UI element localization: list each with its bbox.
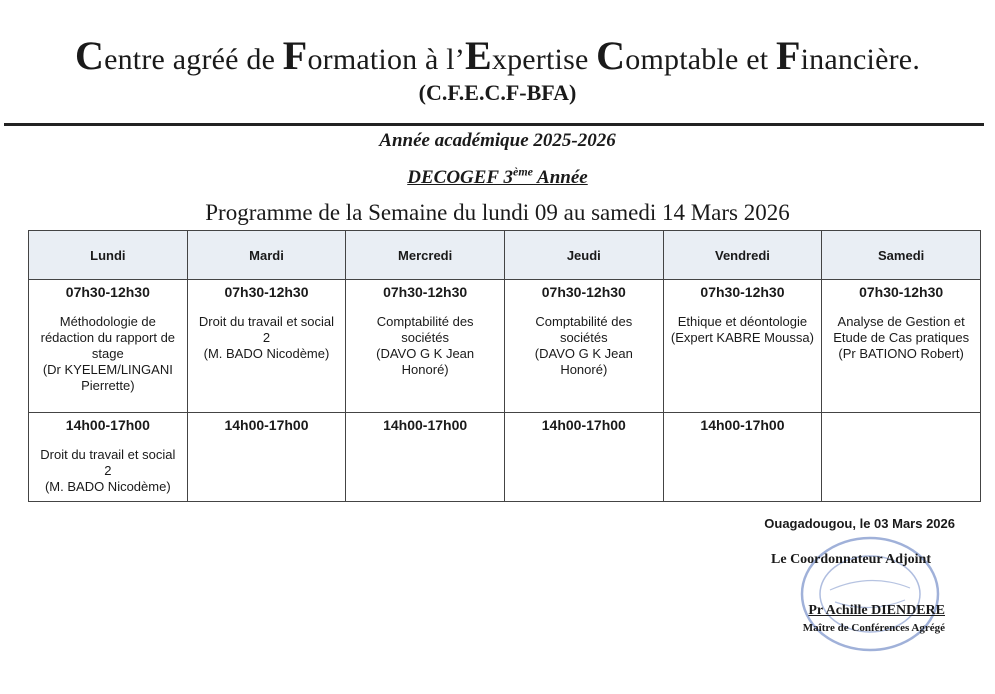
time-slot: 07h30-12h30 — [224, 284, 309, 300]
instructor: (Dr KYELEM/LINGANI Pierrette) — [42, 362, 173, 393]
instructor: (DAVO G K Jean Honoré) — [534, 346, 633, 377]
schedule-cell — [187, 280, 346, 413]
title-part: Expertise — [465, 33, 597, 78]
schedule-cell — [663, 280, 822, 413]
schedule-cell — [822, 413, 981, 502]
schedule-cell — [29, 280, 188, 413]
instructor: (M. BADO Nicodème) — [203, 346, 330, 361]
signatory-rank: Maître de Conférences Agrégé — [802, 622, 945, 634]
time-slot: 14h00-17h00 — [383, 417, 468, 433]
time-slot: 14h00-17h00 — [65, 417, 150, 433]
day-header: Mercredi — [346, 231, 505, 280]
course-name: Droit du travail et social 2 — [198, 314, 335, 345]
schedule-cell — [29, 413, 188, 502]
day-header: Jeudi — [504, 231, 663, 280]
time-slot: 14h00-17h00 — [224, 417, 309, 433]
time-slot: 07h30-12h30 — [541, 284, 626, 300]
schedule-cell — [504, 413, 663, 502]
course-name: Méthodologie de rédaction du rapport de stage — [40, 314, 176, 361]
instructor: (Expert KABRE Moussa) — [670, 330, 814, 345]
signatory-role: Le Coordonnateur Adjoint — [771, 552, 931, 567]
signatory-name: Pr Achille DIENDERE — [808, 603, 945, 618]
schedule-cell — [346, 413, 505, 502]
morning-row — [29, 280, 981, 413]
program-level: DECOGEF 3ème Année — [407, 165, 588, 189]
course-name: Ethique et déontologie — [677, 314, 808, 329]
week-title: Programme de la Semaine du lundi 09 au samedi 14 Mars 2026 — [205, 200, 790, 225]
time-slot: 14h00-17h00 — [541, 417, 626, 433]
instructor: (DAVO G K Jean Honoré) — [376, 346, 475, 377]
days-header-row — [29, 231, 981, 280]
day-header: Vendredi — [663, 231, 822, 280]
institution-acronym: (C.F.E.C.F-BFA) — [418, 80, 577, 105]
afternoon-row — [29, 413, 981, 502]
day-header: Samedi — [822, 231, 981, 280]
title-part: Centre agréé de — [74, 33, 283, 78]
course-name: Comptabilité des sociétés — [535, 314, 633, 345]
time-slot: 07h30-12h30 — [859, 284, 944, 300]
course-name: Comptabilité des sociétés — [376, 314, 474, 345]
schedule-table — [28, 230, 981, 502]
time-slot: 07h30-12h30 — [65, 284, 150, 300]
time-slot: 07h30-12h30 — [700, 284, 785, 300]
place-date: Ouagadougou, le 03 Mars 2026 — [764, 516, 955, 531]
day-header: Mardi — [187, 231, 346, 280]
title-part: Formation à l’ — [282, 33, 465, 78]
title-part: Financière. — [775, 33, 921, 78]
institution-title — [0, 32, 995, 79]
course-name: Analyse de Gestion et Etude de Cas pratiques — [833, 314, 970, 345]
time-slot: 14h00-17h00 — [700, 417, 785, 433]
schedule-cell — [187, 413, 346, 502]
course-name: Droit du travail et social 2 — [40, 447, 176, 478]
title-part: Comptable et — [596, 33, 776, 78]
academic-year: Année académique 2025-2026 — [379, 130, 616, 151]
schedule-cell — [822, 280, 981, 413]
day-header: Lundi — [29, 231, 188, 280]
header-divider — [4, 123, 984, 126]
instructor: (Pr BATIONO Robert) — [838, 346, 964, 361]
schedule-cell — [346, 280, 505, 413]
schedule-cell — [663, 413, 822, 502]
time-slot: 07h30-12h30 — [383, 284, 468, 300]
instructor: (M. BADO Nicodème) — [44, 479, 171, 494]
schedule-cell — [504, 280, 663, 413]
